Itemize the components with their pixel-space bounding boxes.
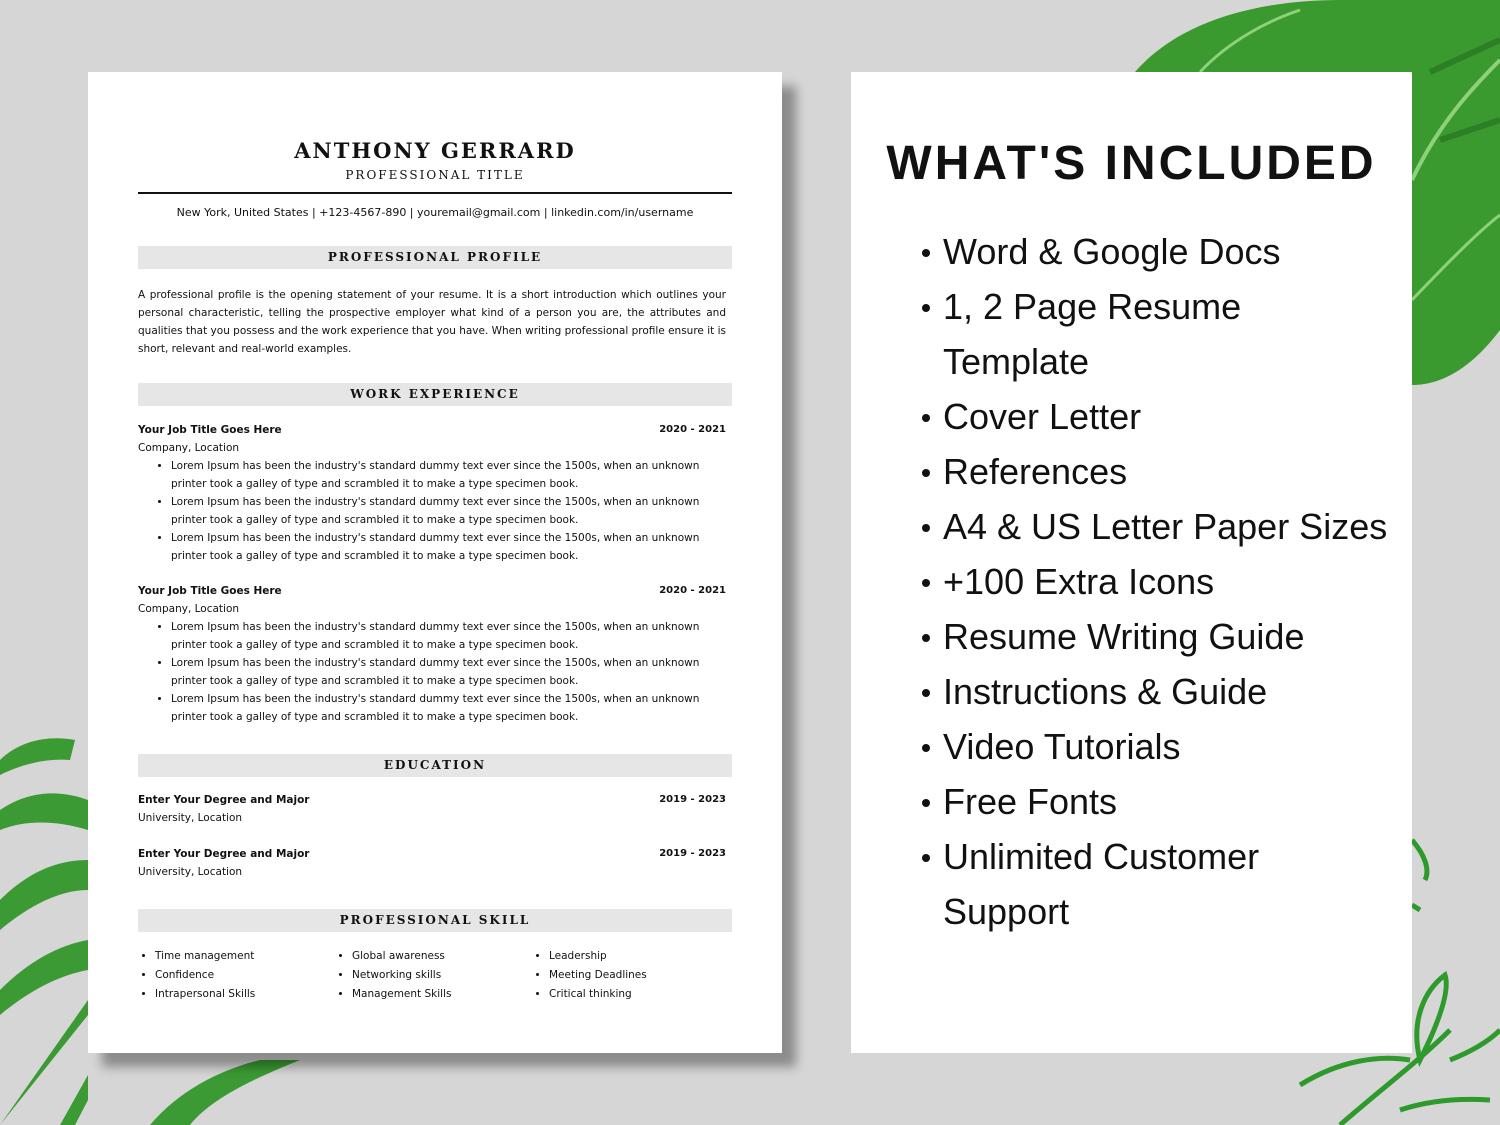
included-item: Instructions & Guide: [943, 664, 1393, 719]
skill-item: • Leadership: [549, 947, 729, 966]
skills-column: [138, 947, 335, 1004]
education-degree: Enter Your Degree and Major: [138, 794, 310, 806]
resume-name: ANTHONY GERRARD: [294, 138, 576, 163]
included-item: References: [943, 444, 1393, 499]
education-school: University, Location: [138, 866, 243, 878]
whats-included-card: [851, 72, 1412, 1053]
education-entry: [138, 845, 726, 881]
skill-item: • Critical thinking: [549, 985, 729, 1004]
included-item: Unlimited Customer Support: [943, 829, 1393, 939]
job-bullet: • Lorem Ipsum has been the industry's standard dummy text ever since the 1500s, when an unknown printer took a galley of type and scrambled it to make a type specimen book.: [171, 529, 726, 565]
skills-column: [532, 947, 729, 1004]
job-bullets: [138, 457, 726, 565]
job-dates: 2020 - 2021: [659, 585, 726, 596]
skill-item: • Confidence: [155, 966, 335, 985]
included-item: Cover Letter: [943, 389, 1393, 444]
skill-item: • Networking skills: [352, 966, 532, 985]
section-heading-skills: PROFESSIONAL SKILL: [138, 909, 732, 932]
education-degree: Enter Your Degree and Major: [138, 848, 310, 860]
job-entry: [138, 421, 726, 565]
included-item: Word & Google Docs: [943, 224, 1393, 279]
job-bullet: • Lorem Ipsum has been the industry's standard dummy text ever since the 1500s, when an unknown printer took a galley of type and scrambled it to make a type specimen book.: [171, 457, 726, 493]
skills-column: [335, 947, 532, 1004]
job-bullet: • Lorem Ipsum has been the industry's standard dummy text ever since the 1500s, when an unknown printer took a galley of type and scrambled it to make a type specimen book.: [171, 654, 726, 690]
included-item: +100 Extra Icons: [943, 554, 1393, 609]
included-item: Resume Writing Guide: [943, 609, 1393, 664]
section-heading-education: EDUCATION: [138, 754, 732, 777]
resume-professional-title: PROFESSIONAL TITLE: [345, 168, 525, 182]
job-title: Your Job Title Goes Here: [138, 424, 282, 436]
section-heading-profile: PROFESSIONAL PROFILE: [138, 246, 732, 269]
job-company: Company, Location: [138, 442, 240, 454]
job-bullet: • Lorem Ipsum has been the industry's standard dummy text ever since the 1500s, when an unknown printer took a galley of type and scrambled it to make a type specimen book.: [171, 690, 726, 726]
job-bullet: • Lorem Ipsum has been the industry's standard dummy text ever since the 1500s, when an unknown printer took a galley of type and scrambled it to make a type specimen book.: [171, 493, 726, 529]
included-item: 1, 2 Page Resume Template: [943, 279, 1393, 389]
included-list: [943, 224, 1393, 939]
education-dates: 2019 - 2023: [659, 848, 726, 859]
included-item: A4 & US Letter Paper Sizes: [943, 499, 1393, 554]
included-item: Video Tutorials: [943, 719, 1393, 774]
education-school: University, Location: [138, 812, 243, 824]
skill-item: • Meeting Deadlines: [549, 966, 729, 985]
education-entry: [138, 791, 726, 827]
job-bullet: • Lorem Ipsum has been the industry's standard dummy text ever since the 1500s, when an unknown printer took a galley of type and scrambled it to make a type specimen book.: [171, 618, 726, 654]
job-bullets: [138, 618, 726, 726]
skill-item: • Time management: [155, 947, 335, 966]
skills-grid: [138, 947, 738, 1004]
job-entry: [138, 582, 726, 726]
skill-item: • Management Skills: [352, 985, 532, 1004]
included-item: Free Fonts: [943, 774, 1393, 829]
job-title: Your Job Title Goes Here: [138, 585, 282, 597]
job-company: Company, Location: [138, 603, 240, 615]
header-divider: [138, 192, 732, 194]
resume-page: [88, 72, 782, 1053]
job-dates: 2020 - 2021: [659, 424, 726, 435]
resume-contact-line: New York, United States | +123-4567-890 | youremail@gmail.com | linkedin.com/in/username: [176, 206, 694, 219]
profile-text: A professional profile is the opening statement of your resume. It is a short introduction which outlines your personal characteristic, telling the prospective employer what kind of a person you are, the attributes and qualities that you possess and the work experience that you have. When writing professional profile ensure it is short, relevant and real-world examples.: [138, 289, 726, 355]
whats-included-title: WHAT'S INCLUDED: [886, 137, 1377, 190]
skill-item: • Global awareness: [352, 947, 532, 966]
skill-item: • Intrapersonal Skills: [155, 985, 335, 1004]
section-heading-work: WORK EXPERIENCE: [138, 383, 732, 406]
education-dates: 2019 - 2023: [659, 794, 726, 805]
